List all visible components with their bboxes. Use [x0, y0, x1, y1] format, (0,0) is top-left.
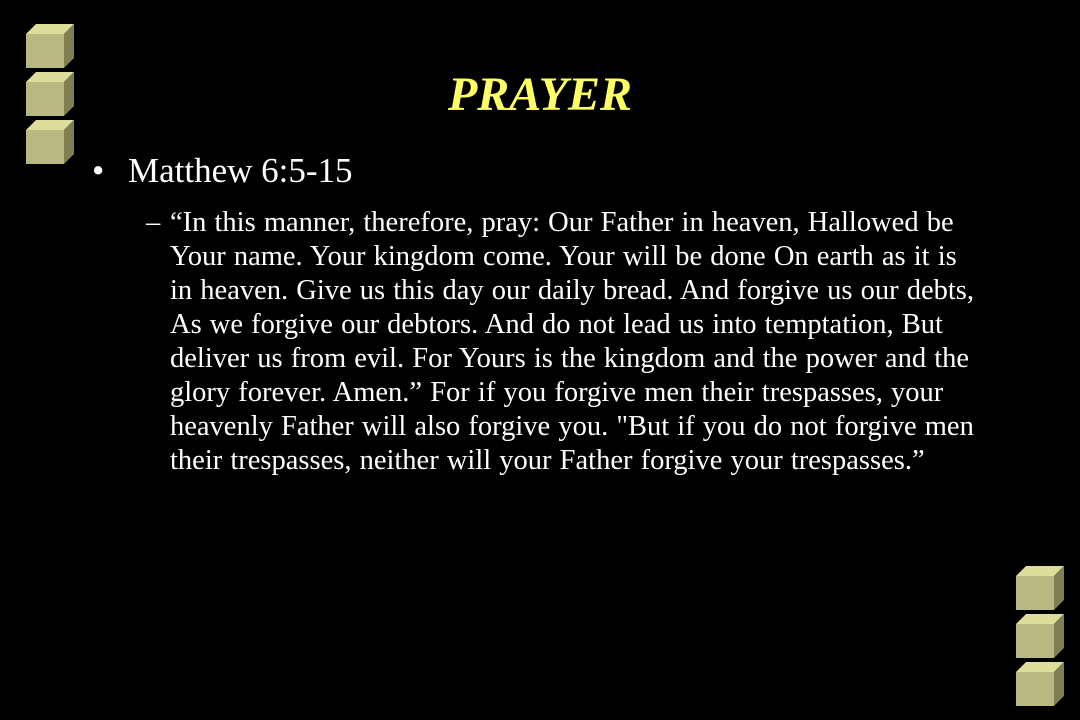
cube-icon — [1016, 662, 1064, 706]
sub-bullet-item — [146, 206, 986, 478]
sub-bullet-marker: – — [146, 207, 161, 238]
slide-title: PRAYER — [447, 68, 633, 121]
cube-icon — [26, 120, 74, 164]
cube-icon — [26, 24, 74, 68]
cube-icon — [1016, 614, 1064, 658]
sub-bullet-text: “In this manner, therefore, pray: Our Father in heaven, Hallowed be Your name. Your kingdom come. Your will be done On earth as it is in heaven. Give us this day our daily bread. And forgive us our debts, As we forgive our debtors. And do not lead us into temptation, But deliver us from evil. For Yours is the kingdom and the power and the glory forever. Amen.” For if you forgive men their trespasses, your heavenly Father will also forgive you. "But if you do not forgive men their trespasses, neither will your Father forgive your trespasses.” — [170, 207, 974, 476]
bullet-marker: • — [92, 151, 105, 190]
bullet-item — [92, 150, 353, 192]
cube-icon — [1016, 566, 1064, 610]
bullet-text: Matthew 6:5-15 — [128, 151, 353, 190]
